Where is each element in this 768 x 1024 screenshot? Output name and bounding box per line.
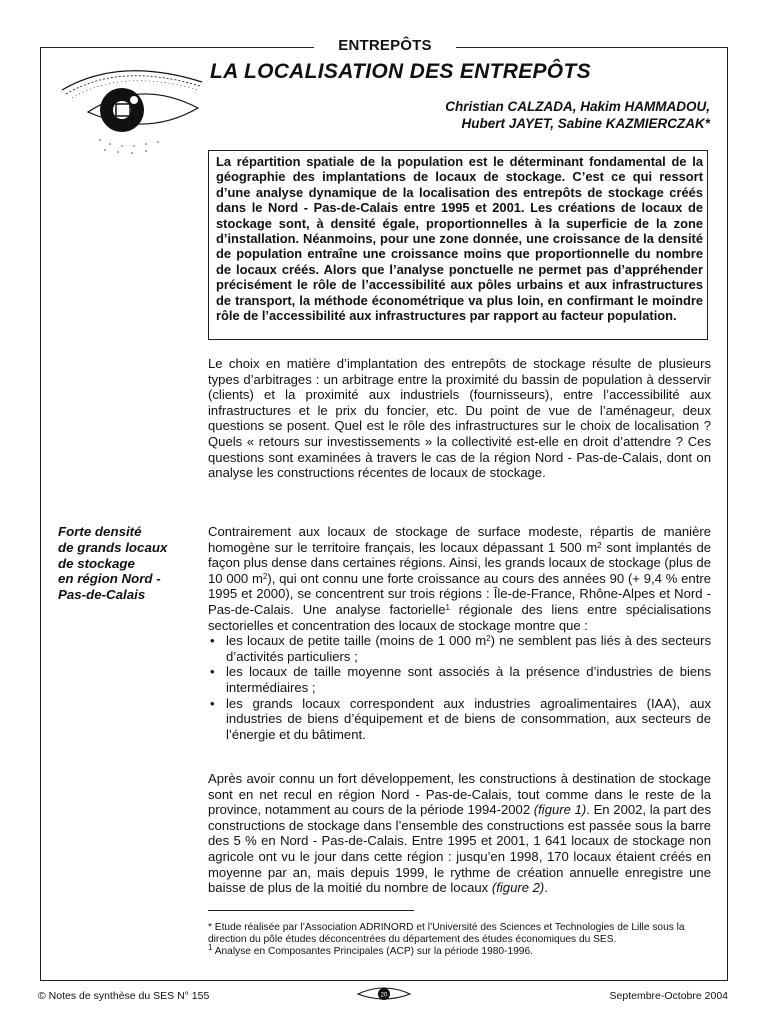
footer-publication: © Notes de synthèse du SES N° 155 — [38, 990, 210, 1002]
figure-ref: (figure 2) — [491, 880, 545, 896]
side-heading-line: Pas-de-Calais — [58, 587, 146, 603]
text-run: Contrairement aux locaux de stockage de surface modeste, répartis de manière homogène sur le territoire français, les locaux dépassant 1 500 m — [208, 524, 711, 555]
bullet-list — [208, 633, 711, 742]
eye-logo-icon — [60, 60, 205, 158]
figure-ref: (figure 1) — [533, 802, 587, 818]
authors-line-2: Hubert JAYET, Sabine KAZMIERCZAK* — [461, 116, 710, 131]
density-paragraph — [208, 524, 711, 633]
footnotes — [208, 922, 711, 959]
footnote-mark: 1 — [208, 943, 213, 953]
side-heading-line: de stockage — [58, 555, 135, 571]
footer-eye-icon — [354, 984, 414, 1004]
text-run: régionale des liens entre spécialisations sectorielles et concentration des locaux de stockage montre que : — [208, 601, 711, 633]
list-item — [208, 633, 711, 664]
superscript: 2 — [262, 571, 268, 581]
authors — [310, 98, 710, 132]
authors-line-1: Christian CALZADA, Hakim HAMMADOU, — [445, 99, 710, 114]
abstract-box: La répartition spatiale de la population est le déterminant fondamental de la géographie des implantations de locaux de stockage. C’est ce qui ressort d’une analyse dynamique de la localisation des entrepôts de stockage créés dans le Nord - Pas-de-Calais entre 1995 et 2001. Les créations de locaux de stockage sont, à densité égale, proportionnelles à la superficie de la zone d’installation. Néanmoins, pour une zone donnée, une croissance de la densité de population entraîne une croissance moins que proportionnelle du nombre de locaux créés. Alors que l’analyse ponctuelle ne permet pas d’appréhender précisément le rôle de l’accessibilité aux pôles urbains et aux infrastructures de transport, la méthode économétrique va plus loin, en confirmant le moindre rôle de l’accessibilité aux infrastructures par rapport au facteur population. — [208, 150, 708, 340]
side-heading — [58, 524, 198, 603]
section-tag: ENTREPÔTS — [314, 36, 456, 58]
superscript: 2 — [486, 634, 491, 644]
text-run: . — [544, 880, 548, 896]
footnote-star: * Etude réalisée par l’Association ADRINORD et l’Université des Sciences et Technologies de Lille sous la direction du pôle études déconcentrées du département des études économiques du SES. — [208, 922, 685, 946]
side-heading-line: de grands locaux — [58, 539, 168, 555]
list-item: • les grands locaux correspondent aux industries agroalimentaires (IAA), aux industries de biens d’équipement et de biens de consommation, aux secteurs de l’énergie et du bâtiment. — [208, 696, 711, 743]
intro-paragraph: Le choix en matière d’implantation des entrepôts de stockage résulte de plusieurs types d’arbitrages : un arbitrage entre la proximité du bassin de population à desservir (clients) et la proximité aux industriels (fournisseurs), entre l’accessibilité aux infrastructures et le prix du foncier, etc. Du point de vue de l’aménageur, deux questions se posent. Quel est le rôle des infrastructures sur le choix de localisation ? Quels « retours sur investissements » la collectivité est-elle en droit d’attendre ? Ces questions sont examinées à travers le cas de la région Nord - Pas-de-Calais, dont on analyse les constructions récentes de locaux de stockage. — [208, 356, 711, 481]
side-heading-line: en région Nord - — [58, 571, 161, 587]
text-run: ), qui ont connu une forte croissance au cours des années 90 (+ 9,4 % entre 1995 et 2000), se concentrent sur trois régions : Île-de-France, Rhône-Alpes et Nord - Pas-de-Calais. Une analyse factorielle — [208, 570, 711, 617]
text-run: les locaux de petite taille (moins de 1 000 m — [226, 633, 487, 649]
text-run: sont implantés de façon plus dense dans certaines régions. Ainsi, les grands locaux de stockage (plus de 10 000 m — [208, 539, 712, 586]
side-heading-line: Forte densité — [58, 524, 142, 539]
text-run: . En 2002, la part des constructions de stockage dans l’ensemble des constructions est passée sous la barre des 5 % en Nord - Pas-de-Calais. Entre 1995 et 2001, 1 641 locaux de stockage non agricole ont vu le jour dans cette région : jusqu’en 1998, 170 locaux étaient créés en moyenne par an, mais depuis 1999, le rythme de création annuelle enregistre une baisse de plus de la moitié du nombre de locaux — [208, 802, 711, 896]
page-title: LA LOCALISATION DES ENTREPÔTS — [210, 60, 591, 83]
text-run: Après avoir connu un fort développement, les constructions à destination de stockage sont en net recul en région Nord - Pas-de-Calais, tout comme dans le reste de la province, notamment au cours de la période 1994-2002 — [208, 771, 711, 818]
footnote-ref: 1 — [445, 602, 450, 612]
text-run: ) ne semblent pas liés à des secteurs d’activités particuliers ; — [226, 633, 711, 664]
density-section — [208, 524, 711, 742]
footer-date: Septembre-Octobre 2004 — [609, 990, 728, 1002]
decline-paragraph — [208, 771, 711, 896]
page-number: 20 — [380, 992, 388, 999]
list-item: • les locaux de taille moyenne sont associés à la présence d’industries de biens intermédiaires ; — [208, 664, 711, 695]
text-run: Analyse en Composantes Principales (ACP) sur la période 1980-1996. — [212, 946, 533, 958]
footnote-1 — [208, 943, 711, 958]
footnote-divider — [208, 910, 414, 911]
superscript: 2 — [597, 540, 602, 550]
